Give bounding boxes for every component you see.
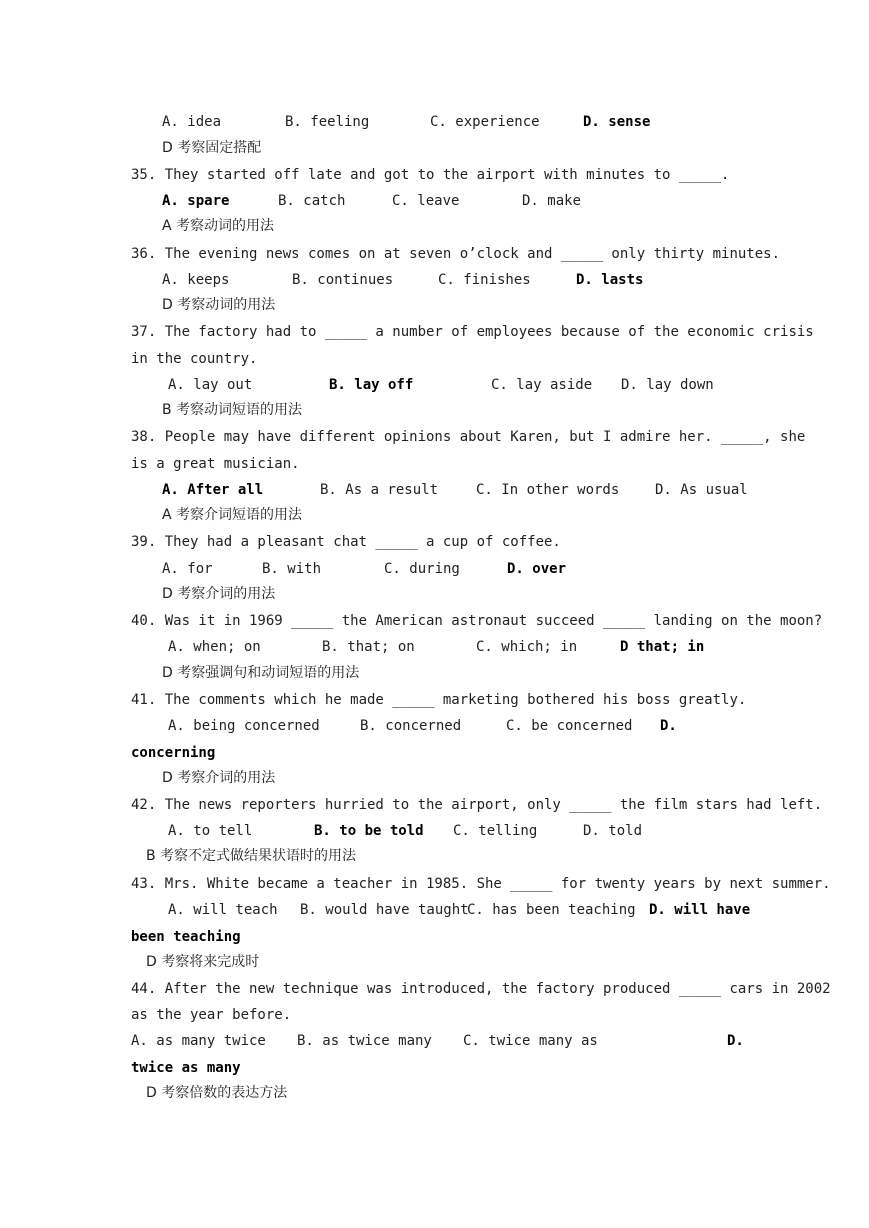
q42-option-a: A. to tell [168,823,253,839]
q36-option-a: A. keeps [162,272,230,288]
q44-stem: 44. After the new technique was introduced, the factory produced _____ cars in 2002 [131,981,831,997]
q37-option-d: D. lay down [621,377,714,393]
q38-stem: 38. People may have different opinions about Karen, but I admire her. _____, she [131,429,806,445]
q36-stem: 36. The evening news comes on at seven o’clock and _____ only thirty minutes. [131,246,781,262]
q41-stem: 41. The comments which he made _____ marketing bothered his boss greatly. [131,692,747,708]
q34-note: D 考察固定搭配 [162,140,262,156]
q42-stem: 42. The news reporters hurried to the airport, only _____ the film stars had left. [131,797,823,813]
q40-option-d-answer: D that; in [620,639,705,655]
q37-stem-cont: in the country. [131,351,258,367]
q43-option-a: A. will teach [168,902,278,918]
q38-option-c: C. In other words [476,482,620,498]
q35-option-b: B. catch [278,193,346,209]
q38-option-a-answer: A. After all [162,482,264,498]
q41-option-c: C. be concerned [506,718,633,734]
q39-stem: 39. They had a pleasant chat _____ a cup of coffee. [131,534,561,550]
q44-note: D 考察倍数的表达方法 [146,1085,288,1101]
q40-note: D 考察强调句和动词短语的用法 [162,665,360,681]
q35-option-d: D. make [522,193,582,209]
q42-option-d: D. told [583,823,643,839]
q36-note: D 考察动词的用法 [162,297,276,313]
q44-option-c: C. twice many as [463,1033,598,1049]
q42-option-b-answer: B. to be told [314,823,424,839]
q37-stem: 37. The factory had to _____ a number of employees because of the economic crisis [131,324,814,340]
q34-option-a: A. idea [162,114,222,130]
q34-option-b: B. feeling [285,114,370,130]
q40-option-c: C. which; in [476,639,578,655]
q44-stem-cont: as the year before. [131,1007,292,1023]
q42-option-c: C. telling [453,823,538,839]
q39-note: D 考察介词的用法 [162,586,276,602]
q34-option-d-answer: D. sense [583,114,651,130]
q44-option-d-text: twice as many [131,1060,241,1076]
q43-option-d-answer: D. will have [649,902,751,918]
q38-stem-cont: is a great musician. [131,456,300,472]
q35-option-a-answer: A. spare [162,193,230,209]
q39-option-d-answer: D. over [507,561,567,577]
q43-option-b: B. would have taught [300,902,469,918]
q36-option-b: B. continues [292,272,394,288]
q37-option-b-answer: B. lay off [329,377,414,393]
q41-option-d-text: concerning [131,745,216,761]
q40-stem: 40. Was it in 1969 _____ the American astronaut succeed _____ landing on the moon? [131,613,823,629]
q39-option-b: B. with [262,561,322,577]
q43-option-c: C. has been teaching [467,902,636,918]
q43-stem: 43. Mrs. White became a teacher in 1985. She _____ for twenty years by next summer. [131,876,831,892]
q38-option-b: B. As a result [320,482,439,498]
q42-note: B 考察不定式做结果状语时的用法 [146,848,357,864]
q43-note: D 考察将来完成时 [146,954,260,970]
q39-option-a: A. for [162,561,213,577]
q36-option-d-answer: D. lasts [576,272,644,288]
q44-option-d-answer: D. [727,1033,744,1049]
q40-option-b: B. that; on [322,639,415,655]
q37-option-c: C. lay aside [491,377,593,393]
q36-option-c: C. finishes [438,272,531,288]
q41-option-a: A. being concerned [168,718,320,734]
q44-option-b: B. as twice many [297,1033,432,1049]
q41-option-d-answer: D. [660,718,677,734]
q41-option-b: B. concerned [360,718,462,734]
q35-note: A 考察动词的用法 [162,218,275,234]
q38-note: A 考察介词短语的用法 [162,507,303,523]
q44-option-a: A. as many twice [131,1033,266,1049]
q41-note: D 考察介词的用法 [162,770,276,786]
q40-option-a: A. when; on [168,639,261,655]
q37-option-a: A. lay out [168,377,253,393]
q37-note: B 考察动词短语的用法 [162,402,303,418]
q35-option-c: C. leave [392,193,460,209]
q35-stem: 35. They started off late and got to the airport with minutes to _____. [131,167,730,183]
q38-option-d: D. As usual [655,482,748,498]
q43-option-d-text: been teaching [131,929,241,945]
q34-option-c: C. experience [430,114,540,130]
q39-option-c: C. during [384,561,460,577]
